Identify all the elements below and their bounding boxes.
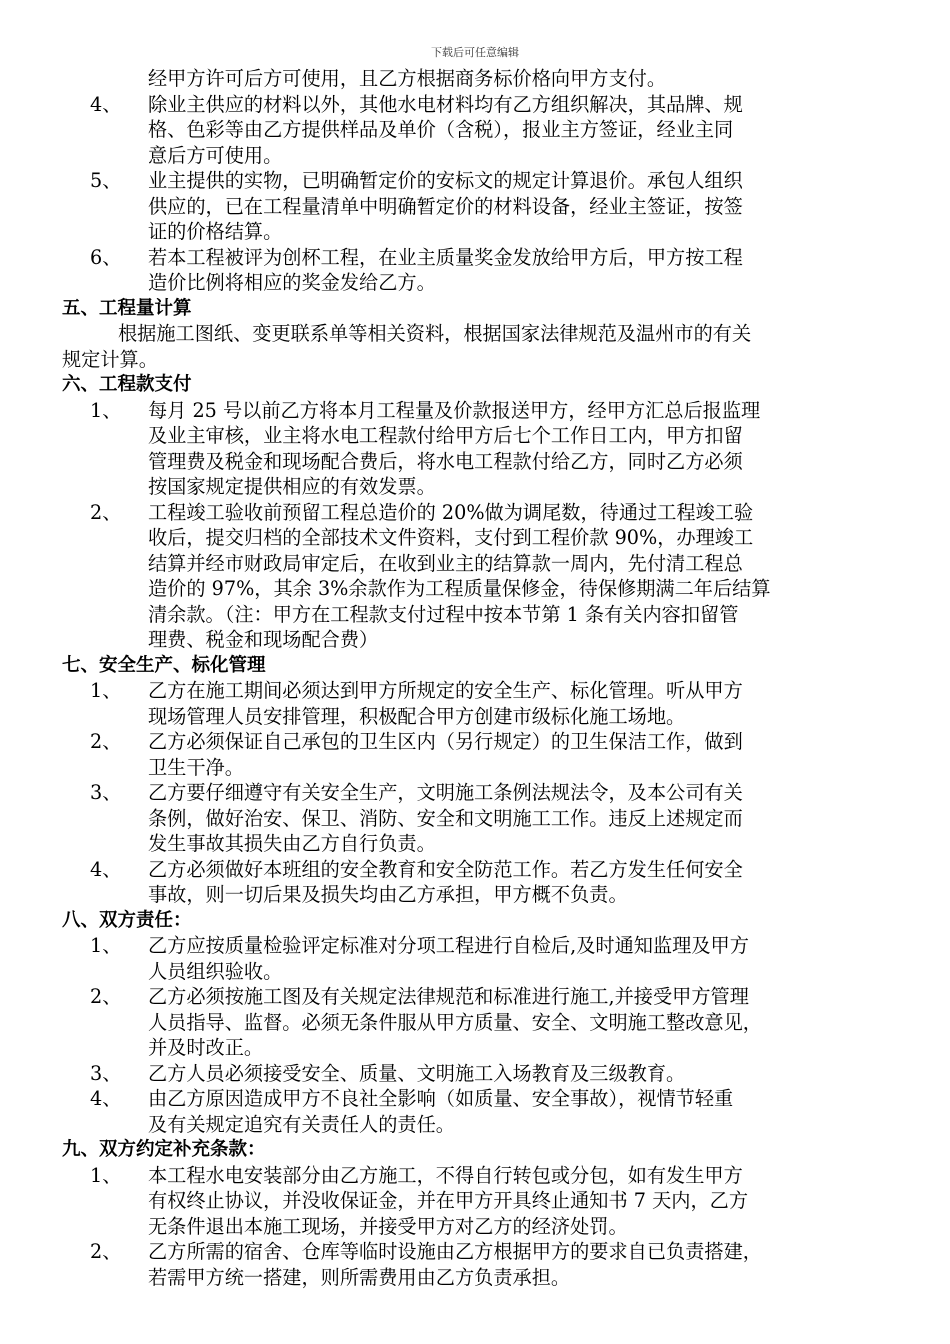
list-item-text — [148, 678, 862, 729]
list-item-number: 1、 — [90, 934, 122, 957]
list-item — [62, 168, 862, 245]
list-item-line: 证的价格结算。 — [148, 220, 283, 243]
paragraph-line: 根据施工图纸、变更联系单等相关资料，根据国家法律规范及温州市的有关 — [118, 322, 752, 345]
list-item-text — [148, 1061, 862, 1087]
list-item — [62, 933, 862, 984]
list-item — [62, 398, 862, 500]
list-item-text — [148, 1163, 862, 1240]
list-item-line: 乙方必须按施工图及有关规定法律规范和标准进行施工,并接受甲方管理 — [148, 985, 749, 1008]
list-item-line: 业主提供的实物，已明确暂定价的安标文的规定计算退价。承包人组织 — [148, 169, 743, 192]
paragraph-line: 规定计算。 — [62, 347, 158, 371]
heading-section-6: 六、工程款支付 — [62, 374, 192, 395]
list-section-4 — [62, 92, 862, 296]
list-item-text — [148, 857, 862, 908]
list-item-text — [148, 1086, 862, 1137]
list-item-number: 2、 — [90, 500, 122, 524]
list-item-line: 事故，则一切后果及损失均由乙方承担，甲方概不负责。 — [148, 883, 628, 906]
list-section-9 — [62, 1163, 862, 1291]
list-item-line: 清余款。（注：甲方在工程款支付过程中按本节第 1 条有关内容扣留管 — [148, 602, 739, 626]
list-section-7 — [62, 678, 862, 908]
list-item-number: 2、 — [90, 730, 122, 753]
list-item-line: 条例，做好治安、保卫、消防、安全和文明施工工作。违反上述规定而 — [148, 806, 743, 830]
list-item-number: 3、 — [90, 1061, 122, 1085]
list-item-line: 若需甲方统一搭建，则所需费用由乙方负责承担。 — [148, 1265, 571, 1289]
list-item-number: 1、 — [90, 398, 122, 422]
list-item — [62, 857, 862, 908]
list-item-line: 理费、税金和现场配合费） — [148, 628, 379, 651]
list-item-line: 结算并经市财政局审定后，在收到业主的结算款一周内，先付清工程总 — [148, 551, 743, 575]
list-item-line: 乙方应按质量检验评定标准对分项工程进行自检后,及时通知监理及甲方 — [148, 934, 749, 957]
list-item-line: 收后，提交归档的全部技术文件资料，支付到工程价款 90%，办理竣工 — [148, 526, 754, 549]
list-item-line: 格、色彩等由乙方提供样品及单价（含税），报业主方签证，经业主同 — [148, 118, 734, 141]
list-item — [62, 678, 862, 729]
list-item-number: 1、 — [90, 1163, 122, 1187]
list-item-number: 1、 — [90, 679, 122, 702]
list-item-line: 乙方必须做好本班组的安全教育和安全防范工作。若乙方发生任何安全 — [148, 857, 743, 881]
list-item-text — [148, 92, 862, 169]
list-item-line: 供应的，已在工程量清单中明确暂定价的材料设备，经业主签证，按签 — [148, 194, 743, 218]
list-item-text — [148, 984, 862, 1061]
list-item-line: 造价比例将相应的奖金发给乙方。 — [148, 271, 436, 294]
list-item — [62, 1086, 862, 1137]
list-item-number: 4、 — [90, 1087, 122, 1110]
list-item — [62, 780, 862, 857]
heading-section-7: 七、安全生产、标化管理 — [62, 654, 266, 676]
list-item-line: 造价的 97%，其余 3%余款作为工程质量保修金，待保修期满二年后结算 — [148, 577, 771, 600]
list-item-line: 意后方可使用。 — [148, 143, 283, 167]
list-item-line: 及业主审核，业主将水电工程款付给甲方后七个工作日工内，甲方扣留 — [148, 424, 743, 447]
list-item — [62, 729, 862, 780]
list-item-line: 乙方所需的宿舍、仓库等临时设施由乙方根据甲方的要求自已负责搭建， — [148, 1240, 762, 1263]
document-body — [62, 66, 862, 1290]
list-item-line: 除业主供应的材料以外，其他水电材料均有乙方组织解决，其品牌、规 — [148, 92, 743, 116]
list-item-line: 现场管理人员安排管理，积极配合甲方创建市级标化施工场地。 — [148, 704, 686, 728]
paragraph-section-5 — [62, 321, 862, 372]
list-item-line: 管理费及税金和现场配合费后，将水电工程款付给乙方，同时乙方必须 — [148, 449, 743, 473]
list-item-text — [148, 500, 862, 653]
list-item-line: 每月 25 号以前乙方将本月工程量及价款报送甲方，经甲方汇总后报监理 — [148, 398, 761, 422]
list-item-number: 2、 — [90, 985, 122, 1008]
list-item-text — [148, 1239, 862, 1290]
page-header: 下载后可任意编辑 — [431, 46, 519, 59]
list-item — [62, 92, 862, 169]
list-item-line: 乙方在施工期间必须达到甲方所规定的安全生产、标化管理。听从甲方 — [148, 679, 743, 702]
list-item-text — [148, 245, 862, 296]
list-item — [62, 1239, 862, 1290]
list-item-line: 人员组织验收。 — [148, 959, 283, 983]
list-item-line: 有权终止协议，并没收保证金，并在甲方开具终止通知书 7 天内，乙方 — [148, 1189, 749, 1212]
list-item — [62, 1163, 862, 1240]
list-item-number: 4、 — [90, 857, 122, 881]
list-item-text — [148, 398, 862, 500]
list-item — [62, 984, 862, 1061]
list-item-number: 6、 — [90, 245, 122, 269]
list-item — [62, 500, 862, 653]
list-item-line: 工程竣工验收前预留工程总造价的 20%做为调尾数，待通过工程竣工验 — [148, 500, 754, 524]
continuation-text: 经甲方许可后方可使用，且乙方根据商务标价格向甲方支付。 — [148, 67, 667, 90]
list-item — [62, 1061, 862, 1087]
list-item-line: 由乙方原因造成甲方不良社全影响（如质量、安全事故），视情节轻重 — [148, 1087, 734, 1110]
heading-section-5: 五、工程量计算 — [62, 297, 192, 319]
list-item-line: 乙方必须保证自己承包的卫生区内（另行规定）的卫生保洁工作，做到 — [148, 730, 743, 753]
list-item-line: 乙方要仔细遵守有关安全生产，文明施工条例法规法令，及本公司有关 — [148, 781, 743, 804]
list-item-line: 发生事故其损失由乙方自行负责。 — [148, 832, 436, 855]
list-item-text — [148, 780, 862, 857]
list-item-line: 卫生干净。 — [148, 755, 244, 779]
list-item-line: 及有关规定追究有关责任人的责任。 — [148, 1112, 455, 1136]
list-item-text — [148, 729, 862, 780]
heading-section-9: 九、双方约定补充条款： — [62, 1139, 266, 1160]
list-item — [62, 245, 862, 296]
list-section-6 — [62, 398, 862, 653]
list-item-number: 5、 — [90, 169, 122, 192]
list-item-line: 并及时改正。 — [148, 1036, 264, 1059]
list-item-line: 无条件退出本施工现场，并接受甲方对乙方的经济处罚。 — [148, 1214, 628, 1238]
list-item-number: 3、 — [90, 781, 122, 804]
list-section-8 — [62, 933, 862, 1137]
list-item-line: 按国家规定提供相应的有效发票。 — [148, 475, 436, 498]
list-item-line: 人员指导、监督。必须无条件服从甲方质量、安全、文明施工整改意见， — [148, 1010, 762, 1034]
list-item-text — [148, 933, 862, 984]
list-item-text — [148, 168, 862, 245]
list-item-number: 4、 — [90, 92, 122, 116]
list-item-line: 若本工程被评为创杯工程，在业主质量奖金发放给甲方后，甲方按工程 — [148, 245, 743, 269]
list-item-line: 本工程水电安装部分由乙方施工，不得自行转包或分包，如有发生甲方 — [148, 1163, 743, 1187]
list-item-line: 乙方人员必须接受安全、质量、文明施工入场教育及三级教育。 — [148, 1061, 686, 1085]
heading-section-8: 八、双方责任： — [62, 909, 192, 931]
list-item-number: 2、 — [90, 1240, 122, 1263]
